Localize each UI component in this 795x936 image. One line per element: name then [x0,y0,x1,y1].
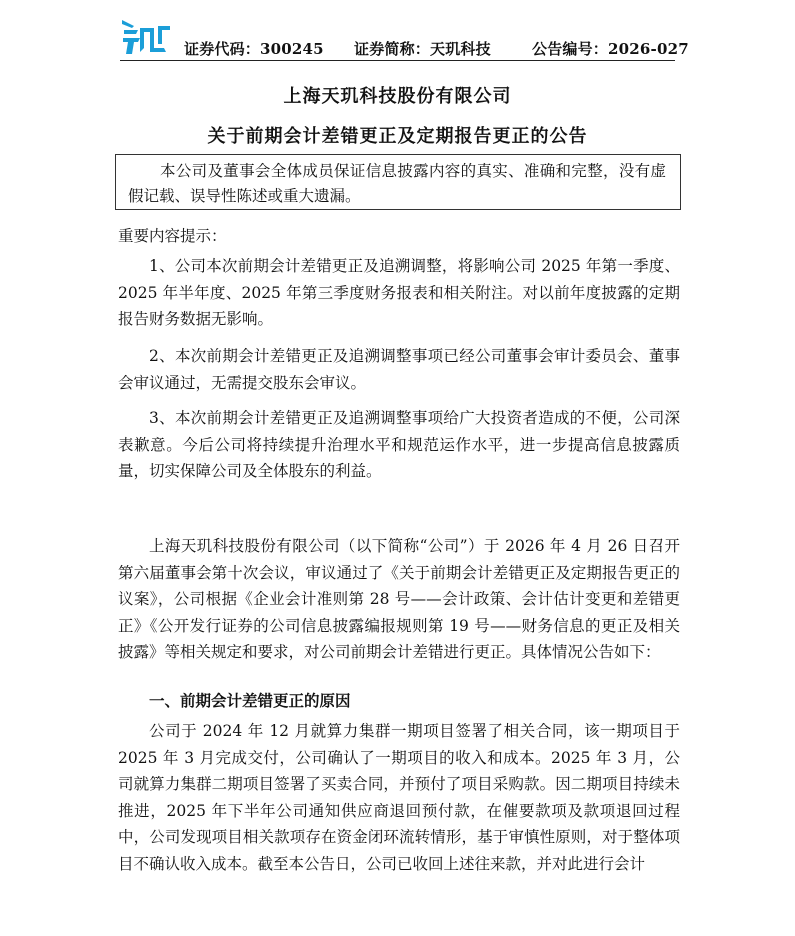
board-statement-box: 本公司及董事会全体成员保证信息披露内容的真实、准确和完整，没有虚假记载、误导性陈述或重大遗漏。 [115,154,681,210]
announcement-title: 关于前期会计差错更正及定期报告更正的公告 [207,126,588,147]
company-logo-icon [120,18,176,58]
key-point-1: 1、公司本次前期会计差错更正及追溯调整，将影响公司 2025 年第一季度、2025 年半年度、2025 年第三季度财务报表和相关附注。对以前年度披露的定期报告财务数据无影响。 [118,257,680,328]
key-point-3: 3、本次前期会计差错更正及追溯调整事项给广大投资者造成的不便，公司深表歉意。今后公司将持续提升治理水平和规范运作水平，进一步提高信息披露质量，切实保障公司及全体股东的利益。 [118,409,680,480]
company-name: 上海天玑科技股份有限公司 [283,86,512,107]
section-1-heading: 一、前期会计差错更正的原因 [149,691,351,710]
announcement-number: 公告编号：2026-027 [532,40,689,58]
stock-short-name: 证券简称：天玑科技 [354,40,491,58]
intro-paragraph: 上海天玑科技股份有限公司（以下简称“公司”）于 2026 年 4 月 26 日召开第六届董事会第十次会议，审议通过了《关于前期会计差错更正及定期报告更正的议案》，公司根据《企业会计准则第 28 号——会计政策、会计估计变更和差错更正》《公开发行证券的公司信息披露编报规则第 19 号——财务信息的更正及相关披露》等相关规定和要求，对公司前期会计差错进行更正。具体情况公告如下： [118,537,680,661]
key-points-heading: 重要内容提示： [118,227,227,245]
key-point-2: 2、本次前期会计差错更正及追溯调整事项已经公司董事会审计委员会、董事会审议通过，无需提交股东会审议。 [118,347,680,392]
section-1-body: 公司于 2024 年 12 月就算力集群一期项目签署了相关合同，该一期项目于 2025 年 3 月完成交付，公司确认了一期项目的收入和成本。2025 年 3 月，公司就算力集群二期项目签署了买卖合同，并预付了项目采购款。因二期项目持续未推进，2025 年下半年公司通知供应商退回预付款，在催要款项及款项退回过程中，公司发现项目相关款项存在资金闭环流转情形，基于审慎性原则，对于整体项目不确认收入成本。截至本公告日，公司已收回上述往来款，并对此进行会计 [118,722,680,873]
stock-code: 证券代码：300245 [184,40,324,58]
page-header [120,18,689,61]
